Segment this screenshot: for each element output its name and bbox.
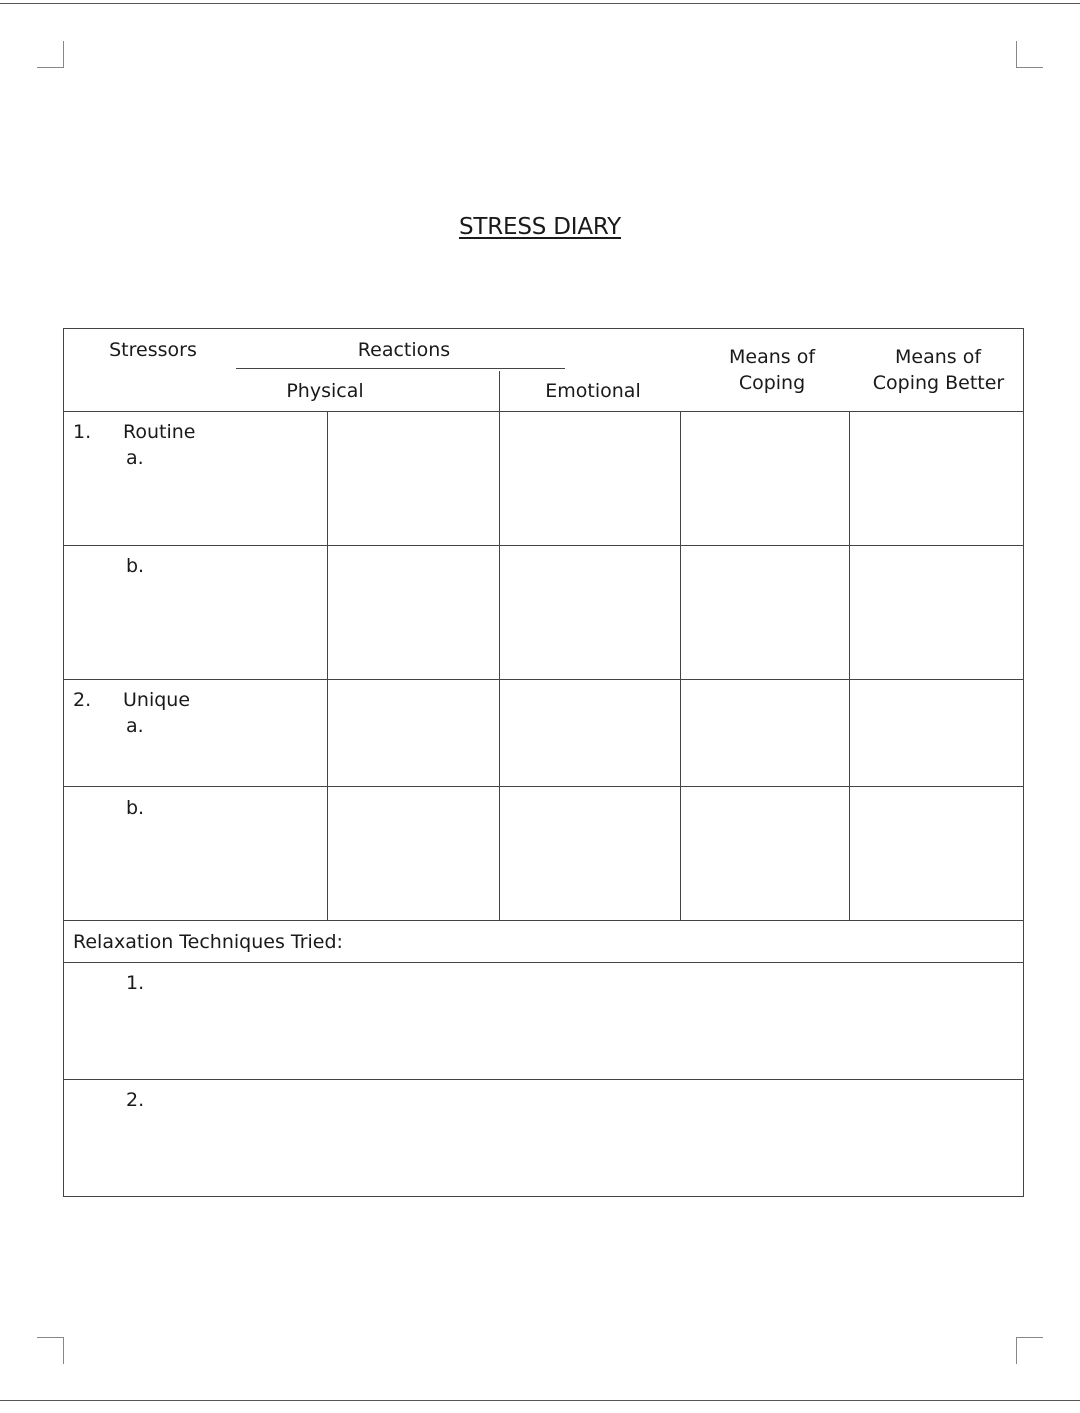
stressor-group-label: Unique [123, 689, 191, 711]
stressor-group-label: Routine [123, 421, 196, 443]
stressor-item-label: a. [126, 447, 144, 469]
stress-diary-table [63, 328, 1024, 1197]
column-divider-1 [327, 411, 328, 920]
header-reactions: Reactions [357, 339, 451, 361]
stressor-group-number: 2. [73, 689, 92, 711]
stressor-item-label: a. [126, 715, 144, 737]
header-stressors: Stressors [109, 339, 197, 361]
row-separator-4 [63, 920, 1024, 921]
column-divider-2 [499, 411, 500, 920]
relaxation-heading: Relaxation Techniques Tried: [73, 931, 343, 953]
stressor-item-label: b. [126, 555, 145, 577]
column-divider-4 [849, 411, 850, 920]
header-bottom-line [63, 411, 1024, 412]
row-separator-3 [63, 786, 1024, 787]
crop-mark-top-right [1016, 41, 1043, 68]
header-divider-physical-emotional [499, 371, 500, 411]
header-emotional: Emotional [545, 380, 641, 402]
page-bottom-edge [0, 1400, 1080, 1401]
row-separator-5 [63, 962, 1024, 963]
reactions-divider [236, 368, 565, 369]
header-physical: Physical [286, 380, 364, 402]
crop-mark-bottom-left [37, 1337, 64, 1364]
row-separator-6 [63, 1079, 1024, 1080]
column-divider-3 [680, 411, 681, 920]
header-means-of-coping-line1: Means of [728, 346, 816, 368]
page-top-edge [0, 3, 1080, 4]
header-means-of-coping-line2: Coping [738, 372, 806, 394]
page-title: STRESS DIARY [458, 214, 622, 240]
header-means-of-coping-better-line2: Coping Better [872, 372, 1005, 394]
stressor-item-label: b. [126, 797, 145, 819]
row-separator-1 [63, 545, 1024, 546]
stressor-group-number: 1. [73, 421, 92, 443]
header-means-of-coping-better-line1: Means of [894, 346, 982, 368]
crop-mark-bottom-right [1016, 1337, 1043, 1364]
row-separator-2 [63, 679, 1024, 680]
relaxation-item-label: 2. [126, 1089, 145, 1111]
crop-mark-top-left [37, 41, 64, 68]
relaxation-item-label: 1. [126, 972, 145, 994]
